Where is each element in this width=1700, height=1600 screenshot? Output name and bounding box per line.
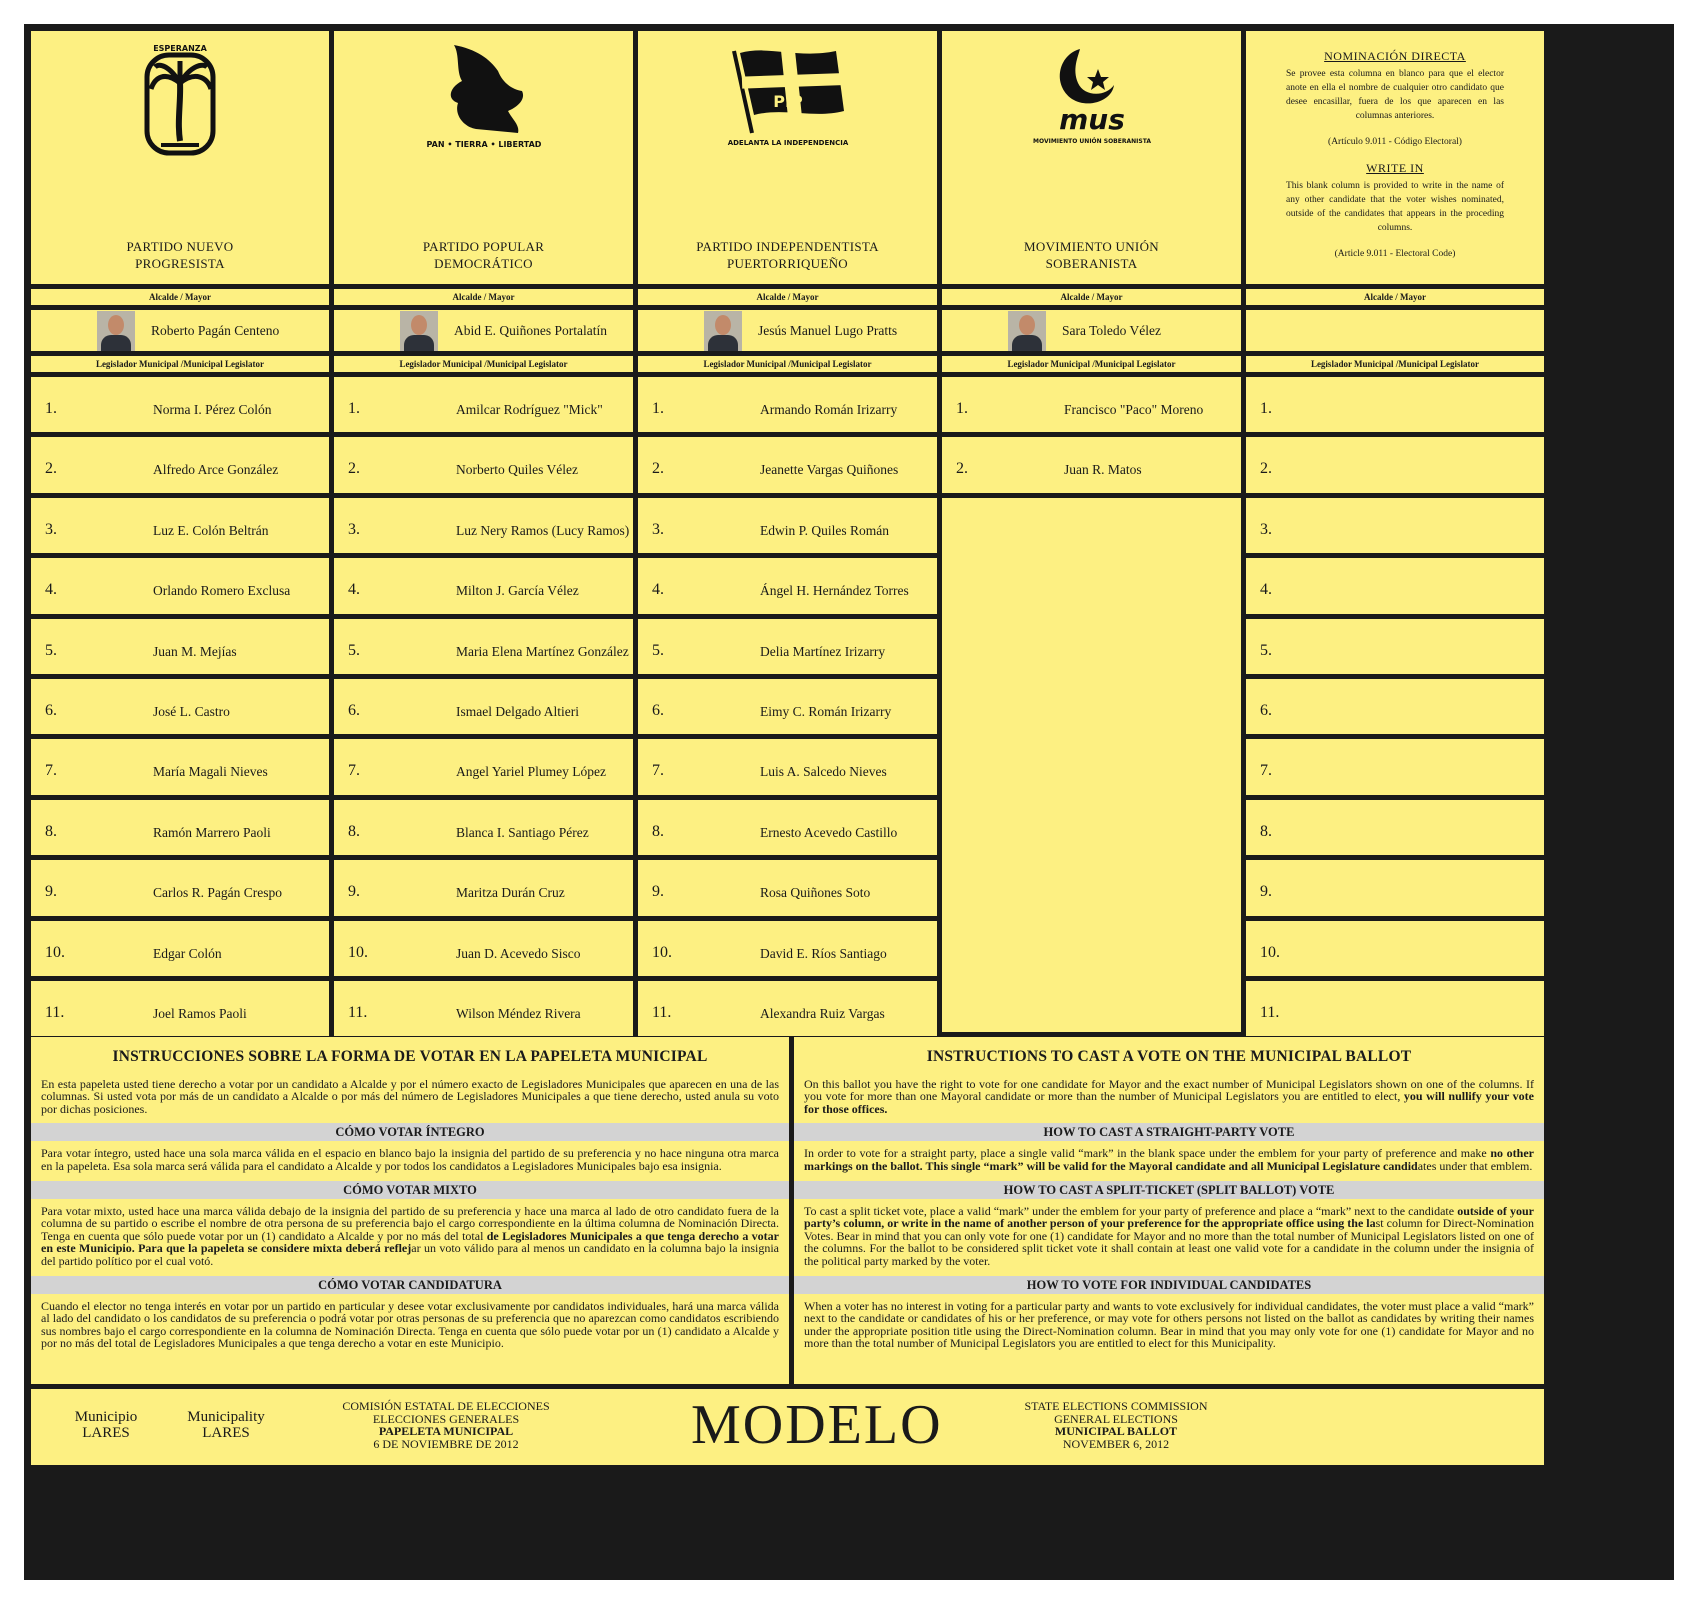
svg-text:PIP: PIP <box>772 92 803 111</box>
jibaro-emblem <box>334 41 633 191</box>
legislator-number: 2. <box>45 460 57 478</box>
mayor-label: Alcalde / Mayor <box>638 289 937 305</box>
instructions-english <box>794 1037 1544 1384</box>
party-name: PARTIDO NUEVO PROGRESISTA <box>126 239 234 271</box>
mayor-name: Sara Toledo Vélez <box>1062 322 1162 338</box>
legislator-name: Juan D. Acevedo Sisco <box>456 945 581 961</box>
legislator-empty-block <box>942 498 1241 1032</box>
legislator-row[interactable] <box>334 558 633 613</box>
legislator-number: 6. <box>1260 702 1272 719</box>
legislator-number: 2. <box>652 460 664 478</box>
legislator-label: Legislador Municipal /Municipal Legislator <box>942 356 1241 372</box>
write-in-title-en: WRITE IN <box>1366 161 1424 175</box>
legislator-number: 10. <box>348 943 368 961</box>
legislator-number: 4. <box>1260 581 1272 599</box>
mayor-candidate[interactable] <box>942 310 1241 351</box>
legislator-number: 6. <box>348 702 360 719</box>
party-name: PARTIDO POPULAR DEMOCRÁTICO <box>422 239 545 271</box>
legislator-name: Alfredo Arce González <box>153 462 279 478</box>
legislator-number: 4. <box>348 581 360 599</box>
legislator-row[interactable] <box>31 619 329 674</box>
legislator-number: 3. <box>652 520 664 538</box>
legislator-number: 1. <box>348 400 360 417</box>
legislator-name: Edwin P. Quiles Román <box>760 522 890 538</box>
legislator-number: 1. <box>45 400 57 417</box>
legislator-name: Rosa Quiñones Soto <box>760 885 871 901</box>
candidate-photo <box>97 311 135 351</box>
legislator-row[interactable] <box>31 437 329 492</box>
legislator-name: Juan R. Matos <box>1064 462 1142 478</box>
candidate-photo <box>1008 311 1046 351</box>
legislator-name: Ángel H. Hernández Torres <box>760 583 909 599</box>
legislator-name: Milton J. García Vélez <box>456 583 579 599</box>
legislator-number: 8. <box>1260 822 1272 840</box>
legislator-row[interactable] <box>638 377 937 432</box>
legislator-row[interactable] <box>334 619 633 674</box>
photo-head <box>1019 315 1035 335</box>
municipal-ballot <box>24 24 1674 1580</box>
legislator-number: 8. <box>348 822 360 840</box>
mayor-candidate[interactable] <box>1246 310 1544 351</box>
svg-text:PAN • TIERRA • LIBERTAD: PAN • TIERRA • LIBERTAD <box>426 140 541 149</box>
legislator-name: Delia Martínez Irizarry <box>760 643 886 659</box>
legislator-number: 9. <box>652 883 664 901</box>
legislator-name: Luz Nery Ramos (Lucy Ramos) <box>456 522 630 538</box>
legislator-label: Legislador Municipal /Municipal Legislator <box>1246 356 1544 372</box>
legislator-number: 9. <box>348 883 360 901</box>
photo-head <box>108 315 124 335</box>
legislator-name: Juan M. Mejías <box>153 643 237 659</box>
legislator-row[interactable] <box>1246 498 1544 553</box>
legislator-number: 3. <box>1260 520 1272 538</box>
legislator-row[interactable] <box>1246 800 1544 855</box>
legislator-row[interactable] <box>1246 921 1544 976</box>
legislator-number: 3. <box>348 520 360 538</box>
legislator-row[interactable] <box>638 498 937 553</box>
svg-text:ESPERANZA: ESPERANZA <box>153 44 207 53</box>
instructions-title-en: INSTRUCTIONS TO CAST A VOTE ON THE MUNICIPAL BALLOT <box>926 1048 1412 1065</box>
party-header-mus[interactable] <box>942 31 1241 284</box>
legislator-row[interactable] <box>1246 377 1544 432</box>
legislator-name: Joel Ramos Paoli <box>153 1006 247 1021</box>
legislator-number: 5. <box>652 641 664 659</box>
legislator-name: Maria Elena Martínez González <box>456 643 629 659</box>
legislator-row[interactable] <box>638 921 937 976</box>
legislator-number: 8. <box>45 822 57 840</box>
commission-en: STATE ELECTIONS COMMISSION GENERAL ELECTIONS MUNICIPAL BALLOT NOVEMBER 6, 2012 <box>1024 1399 1208 1451</box>
legislator-name: Carlos R. Pagán Crespo <box>153 885 282 901</box>
legislator-row[interactable] <box>334 498 633 553</box>
ballot-footer <box>31 1389 1544 1465</box>
mus-emblem <box>942 41 1241 191</box>
legislator-name: Edgar Colón <box>153 945 222 961</box>
legislator-number: 5. <box>1260 641 1272 659</box>
legislator-number: 9. <box>45 883 57 901</box>
legislator-number: 7. <box>652 762 664 780</box>
candidate-photo <box>400 311 438 351</box>
legislator-row[interactable] <box>1246 981 1544 1036</box>
legislator-row[interactable] <box>31 679 329 734</box>
section-text-integro: Para votar íntegro, usted hace una sola marca válida en el espacio en blanco bajo la insignia del partido de su preferencia y no hace ninguna otra marca en la papeleta. Esa sola marca será válida para el candidato a Alcalde y por todos los candidatos a Legisladores Municipales bajo esa insignia. <box>41 1146 779 1173</box>
write-in-ref-es: (Artículo 9.011 - Código Electoral) <box>1328 137 1462 147</box>
legislator-name: Norma I. Pérez Colón <box>153 402 272 417</box>
mayor-name: Jesús Manuel Lugo Pratts <box>758 322 898 338</box>
write-in-text-en: This blank column is provided to write in the name of any other candidate that the voter wishes nominated, outside of the candidates that appears in the proceding columns. <box>1286 181 1504 233</box>
legislator-row[interactable] <box>334 921 633 976</box>
mayor-name: Abid E. Quiñones Portalatín <box>454 322 607 338</box>
commission-es: COMISIÓN ESTATAL DE ELECCIONES ELECCIONES GENERALES PAPELETA MUNICIPAL 6 DE NOVIEMBRE DE 2012 <box>342 1399 550 1451</box>
legislator-label: Legislador Municipal /Municipal Legislator <box>334 356 633 372</box>
section-title-mixto: CÓMO VOTAR MIXTO <box>31 1181 789 1199</box>
svg-text:mus: mus <box>1058 103 1125 136</box>
legislator-name: Luis A. Salcedo Nieves <box>760 764 887 780</box>
legislator-number: 10. <box>652 943 672 961</box>
legislator-row[interactable] <box>31 860 329 915</box>
legislator-number: 2. <box>956 460 968 478</box>
section-text-straight: In order to vote for a straight party, place a single valid “mark” in the blank space under the emblem for your party of preference and make no other markings on the ballot. This single “mark” will be valid for the Mayoral candidate and all Municipal Legislature candidates under that emblem. <box>804 1146 1534 1173</box>
legislator-name: María Magali Nieves <box>153 764 268 780</box>
legislator-row[interactable] <box>638 437 937 492</box>
write-in-header[interactable] <box>1246 31 1544 284</box>
photo-body <box>708 335 738 351</box>
legislator-label: Legislador Municipal /Municipal Legislator <box>31 356 329 372</box>
instructions-intro-en: On this ballot you have the right to vote for one candidate for Mayor and the exact number of Municipal Legislators shown on one of the columns. If you vote for more than one Mayoral candidate or more than the number of Municipal Legislators you are entitled to elect, you will nullify your vote for those offices. <box>804 1076 1535 1116</box>
party-header-pnp[interactable] <box>31 31 329 284</box>
legislator-number: 6. <box>652 702 664 719</box>
party-header-pip[interactable] <box>638 31 937 284</box>
svg-text:ADELANTA LA INDEPENDENCIA: ADELANTA LA INDEPENDENCIA <box>727 139 848 147</box>
legislator-row[interactable] <box>334 437 633 492</box>
legislator-number: 5. <box>348 641 360 659</box>
party-name: PARTIDO INDEPENDENTISTA PUERTORRIQUEÑO <box>696 239 879 271</box>
legislator-name: Jeanette Vargas Quiñones <box>760 462 899 478</box>
legislator-number: 3. <box>45 520 57 538</box>
legislator-name: José L. Castro <box>153 704 230 719</box>
section-text-split: To cast a split ticket vote, place a valid “mark” under the emblem for your party of preference and place a “mark” next to the candidate outside of your party’s column, or write in the name of another person of your preference for the appropriate office using the last column for Direct-Nomination Votes. Bear in mind that you can only vote for one (1) candidate for Mayor and no more than the total number of Municipal Legislators listed on one of the columns. For the ballot to be considered split ticket vote it shall contain at least one valid vote for a candidate in the column under the insignia of the political party marked by the voter. <box>804 1203 1535 1268</box>
legislator-row[interactable] <box>638 679 937 734</box>
party-header-ppd[interactable] <box>334 31 633 284</box>
palm-tree-icon <box>125 41 235 161</box>
legislator-number: 8. <box>652 822 664 840</box>
legislator-name: Wilson Méndez Rivera <box>456 1006 581 1021</box>
legislator-row[interactable] <box>942 377 1241 432</box>
legislator-row[interactable] <box>334 739 633 794</box>
instructions-intro-es: En esta papeleta usted tiene derecho a votar por un candidato a Alcalde y por el número exacto de Legisladores Municipales que aparecen en una de las columnas. Si usted vota por más de un candidato a Alcalde o por más del número de Legisladores Municipales a que tiene derecho, usted anula su voto por dichas posiciones. <box>41 1076 779 1116</box>
mayor-name: Roberto Pagán Centeno <box>151 322 280 338</box>
legislator-number: 11. <box>652 1004 672 1021</box>
municipio-block: Municipio LARES <box>74 1409 138 1441</box>
photo-body <box>101 335 131 351</box>
legislator-row[interactable] <box>638 558 937 613</box>
photo-head <box>411 315 427 335</box>
legislator-name: Ernesto Acevedo Castillo <box>760 824 898 840</box>
write-in-ref-en: (Article 9.011 - Electoral Code) <box>1334 249 1456 259</box>
section-text-individual: When a voter has no interest in voting for a particular party and wants to vote exclusively for individual candidates, the voter must place a valid “mark” next to the candidate or candidates of his or her preference, or may vote for others persons not listed on the ballot as candidates by writing their names under the appropriate position title using the Direct-Nomination column. Bear in mind that you may only vote for one (1) candidate for Mayor and no more than the total number of Municipal Legislators you are entitled to elect for this Municipality. <box>804 1298 1534 1351</box>
legislator-number: 1. <box>1260 400 1272 417</box>
municipality-block: Municipality LARES <box>187 1409 265 1441</box>
legislator-name: Amilcar Rodríguez "Mick" <box>456 402 603 417</box>
legislator-row[interactable] <box>1246 860 1544 915</box>
photo-body <box>1012 335 1042 351</box>
write-in-text-es: Se provee esta columna en blanco para que el elector anote en ella el nombre de cualquier otro candidato que desee encasillar, fuera de los que aparecen en las columnas anteriores. <box>1286 69 1504 121</box>
pip-flag-emblem <box>638 41 937 191</box>
legislator-name: Luz E. Colón Beltrán <box>153 522 269 538</box>
legislator-row[interactable] <box>638 981 937 1036</box>
candidate-photo <box>704 311 742 351</box>
legislator-name: Angel Yariel Plumey López <box>456 764 606 780</box>
mayor-candidate[interactable] <box>31 310 329 351</box>
mayor-label: Alcalde / Mayor <box>31 289 329 305</box>
modelo-watermark: MODELO <box>691 1394 943 1456</box>
legislator-number: 2. <box>348 460 360 478</box>
section-title-straight: HOW TO CAST A STRAIGHT-PARTY VOTE <box>794 1123 1544 1141</box>
legislator-number: 4. <box>652 581 664 599</box>
legislator-name: Norberto Quiles Vélez <box>456 462 578 478</box>
legislator-row[interactable] <box>942 437 1241 492</box>
party-name: MOVIMIENTO UNIÓN SOBERANISTA <box>1024 239 1159 271</box>
legislator-row[interactable] <box>1246 437 1544 492</box>
legislator-row[interactable] <box>31 800 329 855</box>
legislator-name: Ramón Marrero Paoli <box>153 824 271 840</box>
pip-flag-icon <box>718 41 858 151</box>
photo-body <box>404 335 434 351</box>
legislator-row[interactable] <box>31 377 329 432</box>
legislator-row[interactable] <box>334 981 633 1036</box>
mayor-label: Alcalde / Mayor <box>334 289 633 305</box>
write-in-title-es: NOMINACIÓN DIRECTA <box>1324 49 1466 63</box>
instructions-title-es: INSTRUCCIONES SOBRE LA FORMA DE VOTAR EN LA PAPELETA MUNICIPAL <box>112 1048 708 1065</box>
legislator-name: David E. Ríos Santiago <box>760 945 887 961</box>
legislator-number: 1. <box>652 400 664 417</box>
legislator-row[interactable] <box>31 558 329 613</box>
legislator-number: 7. <box>348 762 360 780</box>
legislator-row[interactable] <box>638 860 937 915</box>
legislator-row[interactable] <box>334 377 633 432</box>
legislator-name: Blanca I. Santiago Pérez <box>456 824 589 840</box>
legislator-row[interactable] <box>31 498 329 553</box>
legislator-name: Orlando Romero Exclusa <box>153 583 291 599</box>
photo-head <box>715 315 731 335</box>
legislator-row[interactable] <box>334 679 633 734</box>
section-title-integro: CÓMO VOTAR ÍNTEGRO <box>31 1123 789 1141</box>
legislator-number: 11. <box>45 1004 65 1021</box>
section-title-individual: HOW TO VOTE FOR INDIVIDUAL CANDIDATES <box>794 1276 1544 1294</box>
legislator-row[interactable] <box>31 739 329 794</box>
section-title-candidatura: CÓMO VOTAR CANDIDATURA <box>31 1276 789 1294</box>
legislator-number: 9. <box>1260 883 1272 901</box>
legislator-number: 1. <box>956 400 968 417</box>
legislator-row[interactable] <box>638 619 937 674</box>
legislator-name: Eimy C. Román Irizarry <box>760 704 892 719</box>
legislator-row[interactable] <box>31 981 329 1036</box>
legislator-number: 6. <box>45 702 57 719</box>
legislator-row[interactable] <box>334 860 633 915</box>
legislator-label: Legislador Municipal /Municipal Legislator <box>638 356 937 372</box>
legislator-row[interactable] <box>1246 739 1544 794</box>
palm-tree-emblem <box>31 41 329 191</box>
legislator-row[interactable] <box>638 800 937 855</box>
legislator-number: 10. <box>1260 943 1280 961</box>
mayor-candidate[interactable] <box>334 310 633 351</box>
legislator-number: 4. <box>45 581 57 599</box>
legislator-number: 2. <box>1260 460 1272 478</box>
legislator-number: 5. <box>45 641 57 659</box>
legislator-number: 10. <box>45 943 65 961</box>
legislator-number: 7. <box>1260 762 1272 780</box>
section-text-candidatura: Cuando el elector no tenga interés en votar por un partido en particular y desee votar exclusivamente por candidatos individuales, hará una marca válida al lado del candidato o los candidatos de su preferencia o podrá votar por otras personas de su preferencia que no aparezcan como candidatos escribiendo sus nombres bajo el cargo correspondiente en la columna de Nominación Directa. Tenga en cuenta que sólo puede votar por un (1) candidato a Alcalde y por no más del total de Legisladores Municipales a que tenga derecho a votar en este Municipio. <box>41 1298 779 1351</box>
legislator-name: Maritza Durán Cruz <box>456 885 565 901</box>
legislator-name: Armando Román Irizarry <box>760 402 898 417</box>
section-text-mixto: Para votar mixto, usted hace una marca válida debajo de la insignia del partido de su preferencia y hace una marca al lado de otro candidato fuera de la columna de su partido o escribe el nombre de otra persona de su preferencia bajo el cargo correspondiente en la última columna de Nominación Directa. Tenga en cuenta que sólo puede votar por un (1) candidato a Alcalde y por no más del total de Legisladores Municipales a que tenga derecho a votar en este Municipio. Para que la papeleta se considere mixta deberá reflejar un voto válido para al menos un candidato en la columna bajo la insignia del partido político por el cual votó. <box>41 1203 779 1268</box>
legislator-row[interactable] <box>1246 619 1544 674</box>
legislator-row[interactable] <box>1246 679 1544 734</box>
legislator-row[interactable] <box>1246 558 1544 613</box>
svg-text:MOVIMIENTO UNIÓN SOBERANISTA: MOVIMIENTO UNIÓN SOBERANISTA <box>1032 138 1151 145</box>
section-title-split: HOW TO CAST A SPLIT-TICKET (SPLIT BALLOT) VOTE <box>794 1181 1544 1199</box>
mayor-candidate[interactable] <box>638 310 937 351</box>
legislator-row[interactable] <box>334 800 633 855</box>
legislator-name: Ismael Delgado Altieri <box>456 704 579 719</box>
mayor-label: Alcalde / Mayor <box>942 289 1241 305</box>
legislator-row[interactable] <box>31 921 329 976</box>
legislator-number: 11. <box>348 1004 368 1021</box>
legislator-name: Francisco "Paco" Moreno <box>1064 402 1204 417</box>
legislator-number: 11. <box>1260 1004 1280 1021</box>
crescent-star-icon <box>1022 41 1162 151</box>
instructions-spanish <box>31 1037 789 1384</box>
mayor-label: Alcalde / Mayor <box>1246 289 1544 305</box>
legislator-number: 7. <box>45 762 57 780</box>
legislator-name: Alexandra Ruiz Vargas <box>760 1006 885 1021</box>
jibaro-silhouette-icon <box>414 41 554 151</box>
legislator-row[interactable] <box>638 739 937 794</box>
